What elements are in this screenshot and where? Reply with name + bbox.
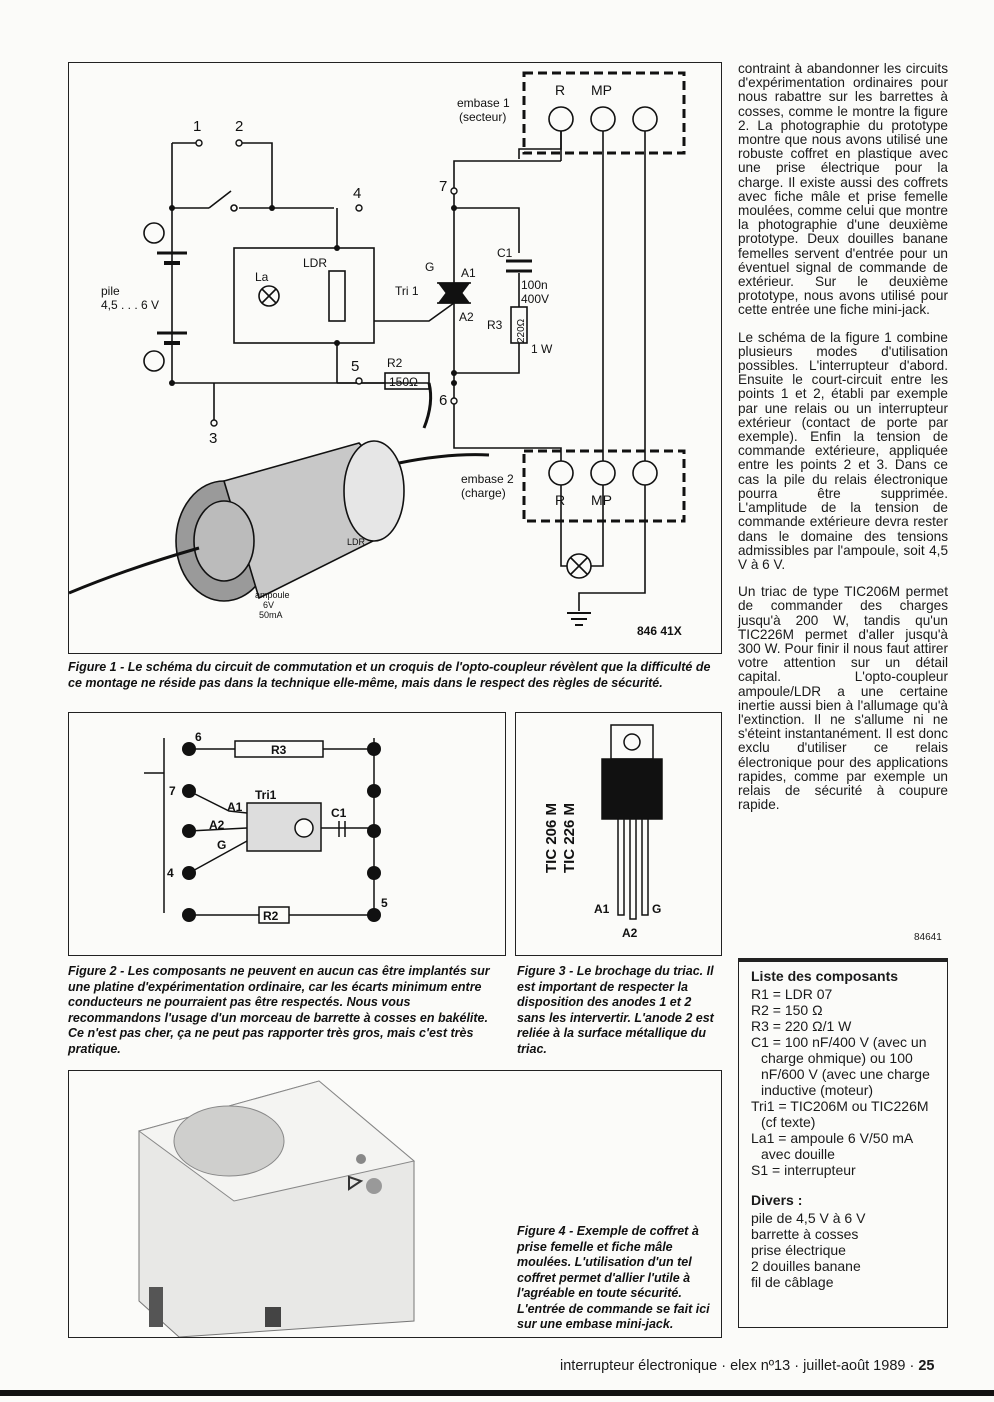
fig1-label-c1-val1: 100n (521, 278, 548, 292)
fig1-label-R-2: R (555, 492, 566, 508)
footer-text: interrupteur électronique · elex nº13 · juillet-août 1989 · (560, 1358, 919, 1374)
parts-item: C1 = 100 nF/400 V (avec un charge ohmique) ou 100 nF/600 V (avec une charge inductive (moteur) (751, 1034, 930, 1098)
fig1-label-R: R (555, 82, 566, 98)
article-paragraph-1: contraint à abandonner les circuits d'expérimentation ordinaires pour nous rabattre sur les barrettes à cosses, comme le montre la figure 2. La photographie du prototype montre que nous avons utilisé une robuste coffret en plastique avec une prise électrique pour la charge. Il existe aussi des coffrets avec fiche mâle et prise femelle moulées, comme celui que montre la photographie d'une deuxième prototype. Deux douilles banane femelles servent d'entrée pour un éventuel signal de commande de extérieur. Sur le deuxième prototype, nous avons utilisé pour cette entrée une fiche mini-jack. (738, 61, 948, 318)
fig1-label-R2: R2 (387, 356, 403, 370)
figure-2 (68, 712, 506, 956)
fig3-label-G: G (652, 902, 662, 916)
article-paragraph-2: Le schéma de la figure 1 combine plusieurs modes d'utilisation possibles. L'interrupteur d'abord. Ensuite le court-circuit entre les points 1 et 2, établi par exemple par une relais ou un interrupteur extérieur (contact de porte par exemple). Enfin la tension de commande extérieure, appliquée entre les points 2 et 3. Dans ce cas la pile du relais électronique pourra être supprimée. L'amplitude de la tension de commande extérieure devra rester dans le domaine des tensions admissibles par l'ampoule, soit 4,5 V à 6 V. (738, 329, 948, 572)
fig1-label-ampoule-v: 6V (263, 600, 275, 610)
fig2-label-n5: 5 (381, 896, 388, 910)
fig1-label-n1: 1 (193, 118, 202, 135)
fig2-label-Tri1: Tri1 (255, 788, 277, 802)
figure-1-caption: Figure 1 - Le schéma du circuit de commutation et un croquis de l'opto-coupleur révèlent que la difficulté de ce montage ne réside pas dans la technique elle-même, mais dans le respect des règles de sécurité. (68, 660, 711, 690)
divers-item: pile de 4,5 V à 6 V (751, 1210, 866, 1226)
parts-item: R1 = LDR 07 (751, 986, 833, 1002)
fig1-label-embase2: embase 2 (461, 472, 514, 486)
fig2-label-A1: A1 (227, 800, 243, 814)
figure-2-caption: Figure 2 - Les composants ne peuvent en aucun cas être implantés sur une platine d'expérimentation ordinaire, car les écarts minimum entre conducteurs ne pourraient pas être respectés. Nous vous recommandons l'usage d'un morceau de barrette à cosses en bakélite. Ce n'est pas cher, ça ne peut pas rapporter très gros, mais c'est très pratique. (68, 964, 490, 1056)
fig1-label-La: La (255, 270, 269, 284)
divers-item: barrette à cosses (751, 1226, 859, 1242)
fig1-label-ldr-small: LDR (347, 537, 366, 547)
figure-1 (68, 62, 722, 654)
page-footer (560, 1358, 934, 1374)
fig1-label-code: 846 41X (637, 624, 682, 638)
fig1-label-R3: R3 (487, 318, 503, 332)
fig2-label-n4: 4 (167, 866, 174, 880)
fig2-label-R2: R2 (263, 909, 279, 923)
parts-item: Tri1 = TIC206M ou TIC226M (cf texte) (751, 1098, 929, 1130)
parts-item: S1 = interrupteur (751, 1162, 856, 1178)
fig1-label-pile: pile (101, 284, 120, 298)
figure-3 (515, 712, 722, 956)
parts-list (738, 958, 948, 1328)
figure-3-triac (516, 713, 721, 955)
fig1-label-C1: C1 (497, 246, 513, 260)
fig1-label-n4: 4 (353, 185, 362, 202)
parts-item: R3 = 220 Ω/1 W (751, 1018, 852, 1034)
bottom-rule (0, 1390, 994, 1396)
fig1-label-embase1: embase 1 (457, 96, 510, 110)
fig1-label-A2: A2 (459, 310, 474, 324)
fig2-label-A2: A2 (209, 818, 225, 832)
fig1-label-n7: 7 (439, 178, 448, 195)
fig1-label-MP-2: MP (591, 492, 612, 508)
fig1-label-G: G (425, 260, 435, 274)
parts-title-divers: Divers : (751, 1192, 803, 1208)
article-ref: 84641 (914, 932, 942, 943)
fig1-label-A1: A1 (461, 266, 476, 280)
parts-item: R2 = 150 Ω (751, 1002, 823, 1018)
parts-item: La1 = ampoule 6 V/50 mA avec douille (751, 1130, 913, 1162)
fig1-label-c1-val2: 400V (521, 292, 550, 306)
fig1-label-Tri1: Tri 1 (395, 284, 419, 298)
figure-4-photo (69, 1071, 479, 1337)
fig2-label-R3: R3 (271, 743, 287, 757)
page-number: 25 (918, 1358, 935, 1374)
fig2-label-C1: C1 (331, 806, 347, 820)
fig1-label-n5: 5 (351, 358, 360, 375)
fig1-label-ampoule: ampoule (255, 590, 290, 600)
fig1-label-r2-val: 150Ω (389, 375, 418, 389)
parts-title: Liste des composants (751, 968, 899, 984)
fig1-label-n3: 3 (209, 430, 218, 447)
fig2-label-G: G (217, 838, 227, 852)
fig1-label-n2: 2 (235, 118, 244, 135)
divers-item: fil de câblage (751, 1274, 834, 1290)
figure-4-caption: Figure 4 - Exemple de coffret à prise femelle et fiche mâle moulées. L'utilisation d'un tel coffret permet d'allier l'utile à l'agréable en toute sécurité. L'entrée de commande se fait ici sur une embase mini-jack. (517, 1224, 710, 1331)
divers-item: 2 douilles banane (751, 1258, 861, 1274)
figure-3-caption: Figure 3 - Le brochage du triac. Il est important de respecter la disposition des anodes 1 et 2 sans les intervertir. L'anode 2 est reliée à la surface métallique du triac. (517, 964, 714, 1056)
fig2-label-n7: 7 (169, 784, 176, 798)
fig1-label-MP: MP (591, 82, 612, 98)
fig1-label-pile-v: 4,5 . . . 6 V (101, 298, 160, 312)
article-column (738, 62, 948, 825)
fig1-label-r3-val: 220Ω (516, 318, 527, 343)
fig1-label-LDR: LDR (303, 256, 328, 270)
fig1-label-secteur: (secteur) (459, 110, 507, 124)
fig3-label-A1: A1 (594, 902, 610, 916)
figure-2-layout (69, 713, 505, 955)
article-paragraph-3: Un triac de type TIC206M permet de commander des charges jusqu'à 200 W, tandis qu'un TIC226M permet d'aller jusqu'à 300 W. Pour finir il nous faut attirer votre attention sur un détail capital. L'opto-coupleur ampoule/LDR a une certaine inertie aussi bien à l'allumage qu'à l'extinction. Il ne s'allume ni ne s'éteint instantanément. Il est donc exclu d'utiliser ce relais électronique pour des applications rapides, comme par exemple un relais de sécurité à coupure rapide. (738, 584, 948, 813)
fig2-label-n6: 6 (195, 730, 202, 744)
figure-1-schematic (69, 63, 721, 653)
fig1-label-r3-w: 1 W (531, 342, 553, 356)
fig3-label-tic1: TIC 206 M (543, 802, 560, 873)
fig3-label-tic2: TIC 226 M (561, 802, 578, 873)
fig1-label-ampoule-ma: 50mA (259, 610, 283, 620)
divers-item: prise électrique (751, 1242, 846, 1258)
fig1-label-n6: 6 (439, 392, 448, 409)
fig3-label-A2: A2 (622, 926, 638, 940)
fig1-label-charge: (charge) (461, 486, 506, 500)
